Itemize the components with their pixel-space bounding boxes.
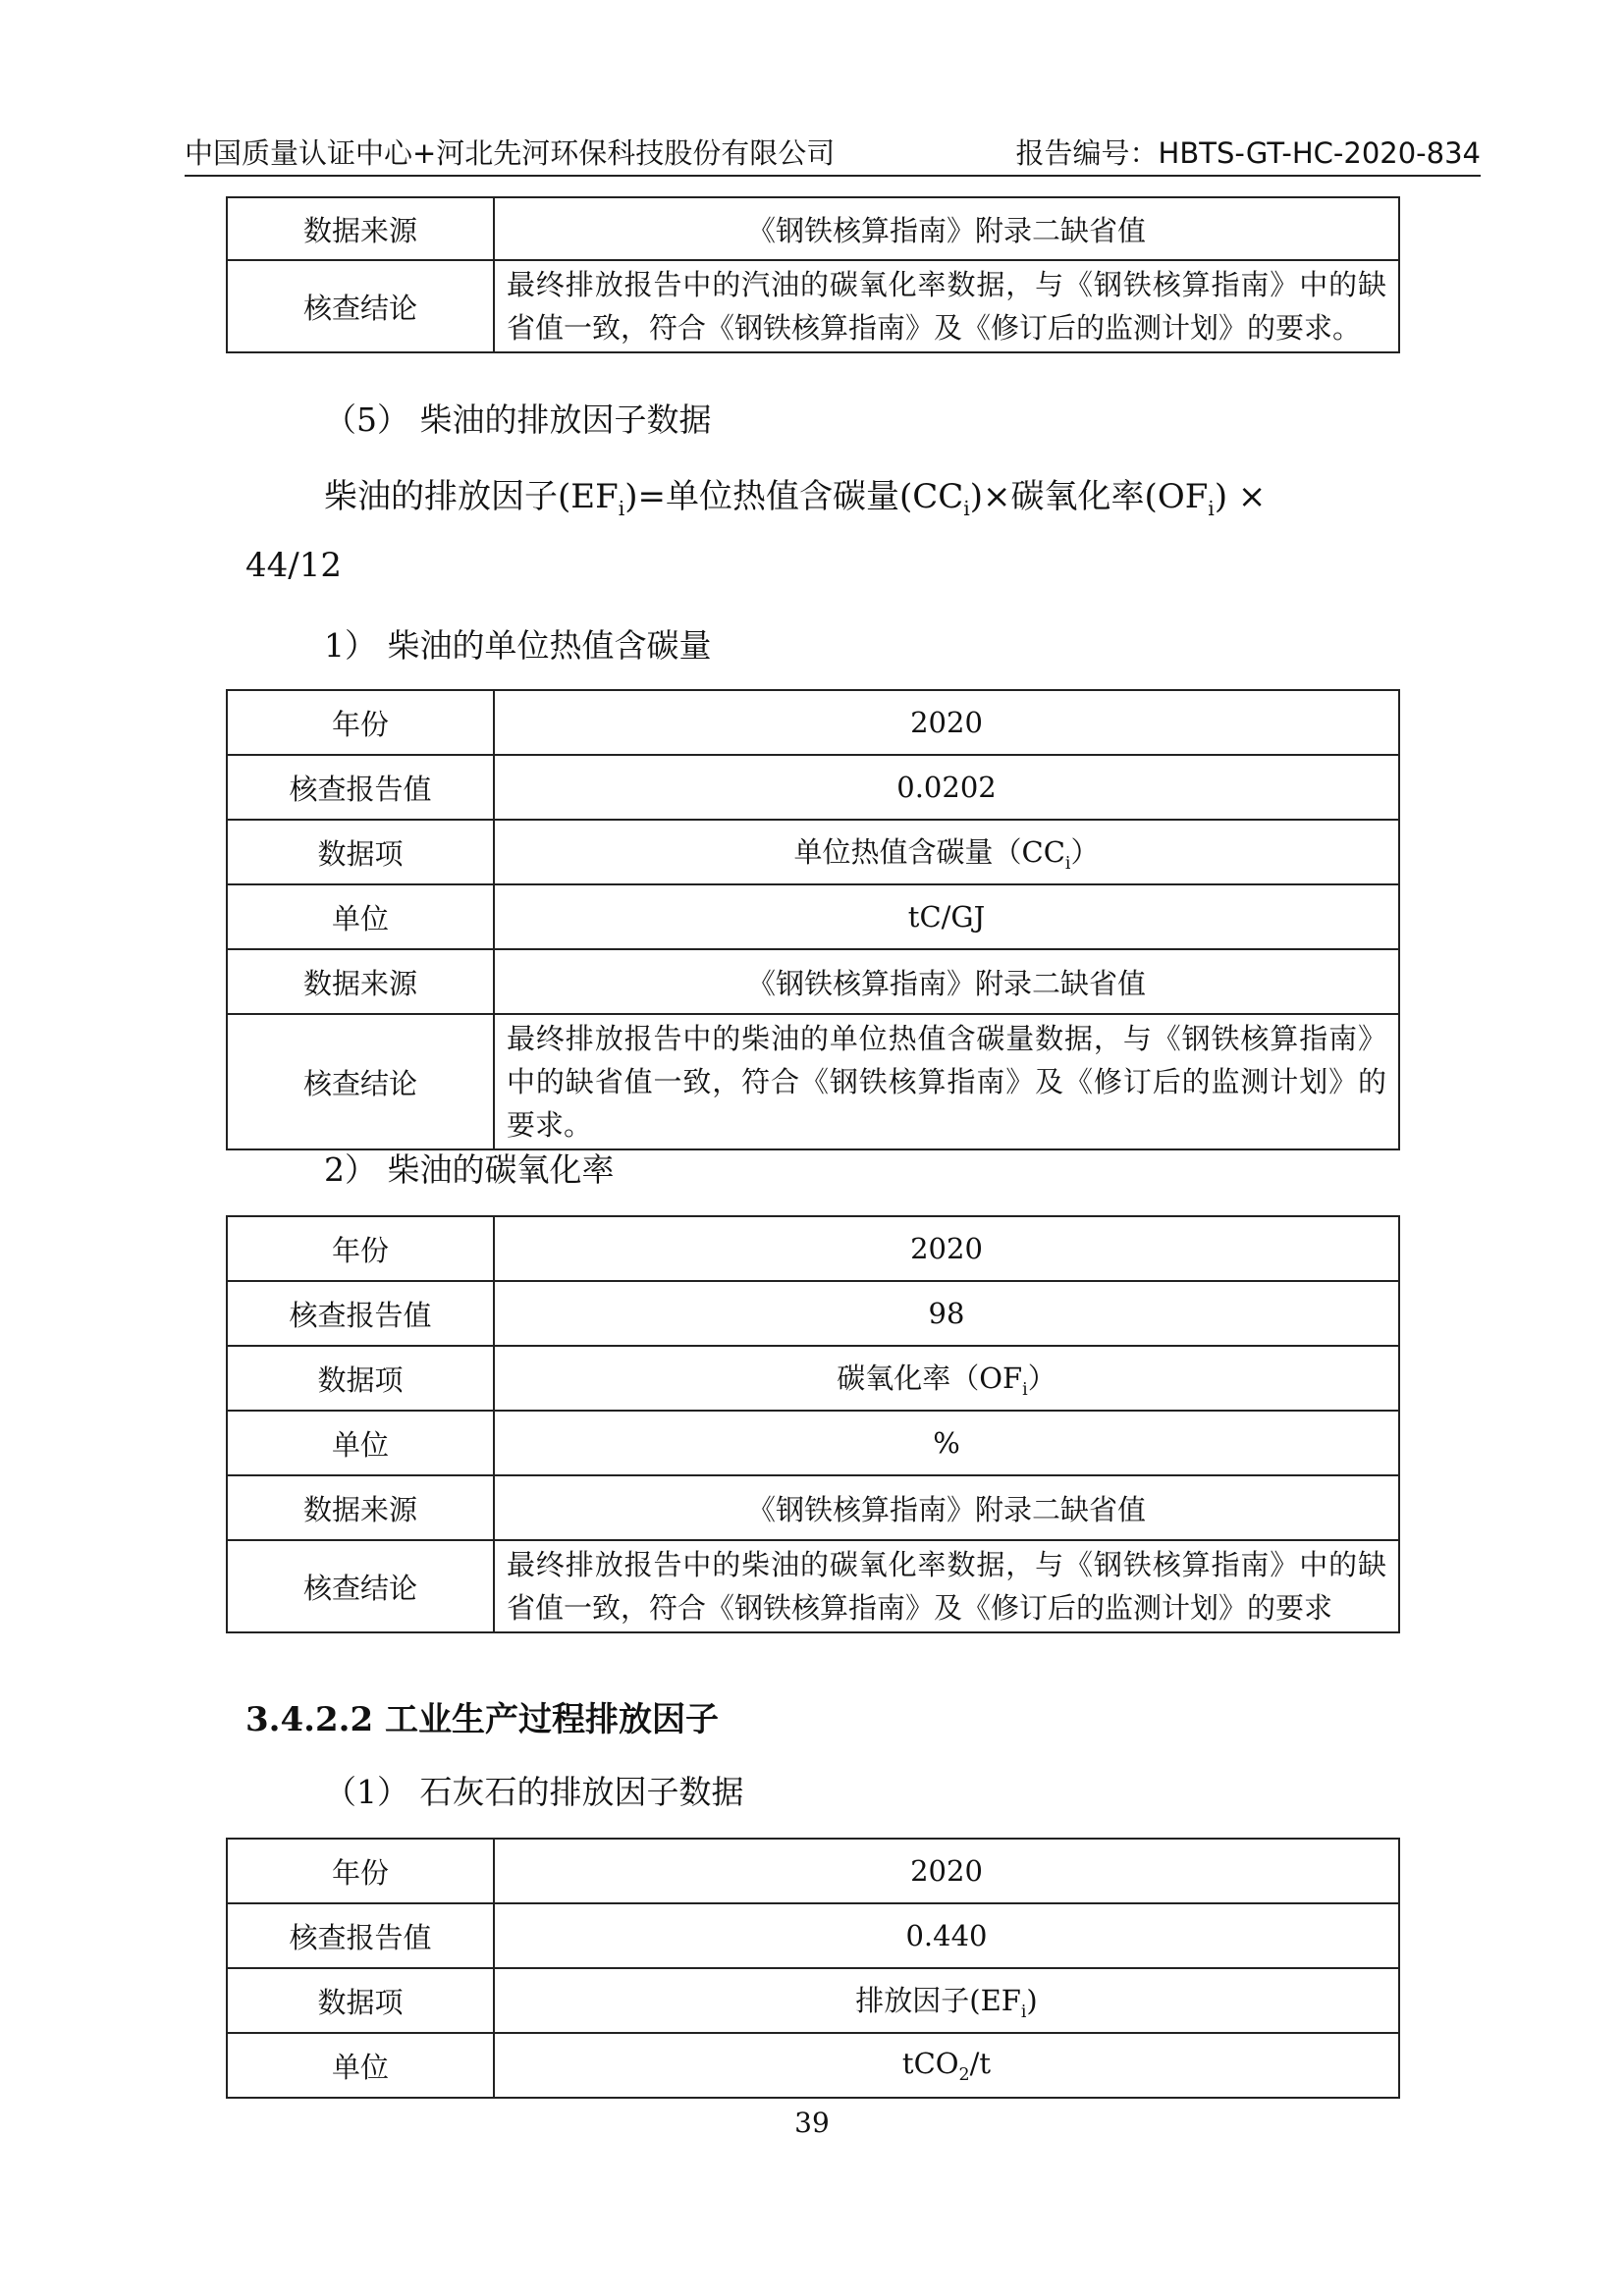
- table-row: [227, 1839, 1399, 1903]
- formula-subscript: i: [618, 496, 625, 520]
- emission-factor-formula: [324, 469, 1266, 520]
- limestone-emission-factor-table: [226, 1838, 1400, 2099]
- page-number: 39: [794, 2107, 830, 2139]
- table-key: 单位: [227, 1411, 494, 1475]
- value-subscript: 2: [958, 2064, 970, 2085]
- table-value: 98: [494, 1281, 1399, 1346]
- table-value: 2020: [494, 1216, 1399, 1281]
- table-value: 2020: [494, 1839, 1399, 1903]
- table-row: [227, 1968, 1399, 2033]
- formula-part: ) ×: [1214, 477, 1267, 516]
- table-key: 核查结论: [227, 1540, 494, 1632]
- table-row: [227, 1014, 1399, 1149]
- table-value: [494, 2033, 1399, 2098]
- value-text: 单位热值含碳量（CC: [793, 835, 1065, 870]
- table-value: %: [494, 1411, 1399, 1475]
- section-3422-heading: 3.4.2.2 工业生产过程排放因子: [245, 1700, 719, 1739]
- table-key: 数据项: [227, 820, 494, 884]
- table-row: [227, 197, 1399, 260]
- value-text: 碳氧化率（OF: [837, 1362, 1023, 1396]
- table-key: 核查报告值: [227, 755, 494, 820]
- table-key: 年份: [227, 1839, 494, 1903]
- table-value: 2020: [494, 690, 1399, 755]
- value-suffix: ）: [1027, 1362, 1056, 1396]
- table-value: [494, 1346, 1399, 1411]
- table-key: 核查报告值: [227, 1903, 494, 1968]
- table-key: 数据来源: [227, 197, 494, 260]
- table-row: [227, 690, 1399, 755]
- table-value: 《钢铁核算指南》附录二缺省值: [494, 1475, 1399, 1540]
- table-row: [227, 820, 1399, 884]
- table-row: [227, 949, 1399, 1014]
- table-row: [227, 1281, 1399, 1346]
- table-key: 数据来源: [227, 949, 494, 1014]
- table-row: [227, 1216, 1399, 1281]
- table-value: [494, 1968, 1399, 2033]
- table-key: 数据项: [227, 1968, 494, 2033]
- table-row: [227, 260, 1399, 352]
- page-header: [185, 130, 1481, 177]
- table-value: 《钢铁核算指南》附录二缺省值: [494, 949, 1399, 1014]
- value-subscript: i: [1020, 2002, 1027, 2022]
- value-subscript: i: [1022, 1379, 1028, 1400]
- header-org: 中国质量认证中心+河北先河环保科技股份有限公司: [185, 136, 836, 170]
- subsection-1-title: 1） 柴油的单位热值含碳量: [324, 626, 712, 665]
- table-row: [227, 2033, 1399, 2098]
- table-value: 最终排放报告中的柴油的碳氧化率数据，与《钢铁核算指南》中的缺省值一致，符合《钢铁核算指南》及《修订后的监测计划》的要求: [494, 1540, 1399, 1632]
- formula-part: )×碳氧化率(OF: [969, 477, 1209, 516]
- table-value: tC/GJ: [494, 884, 1399, 949]
- formula-part: 柴油的排放因子(EF: [324, 477, 619, 516]
- value-subscript: i: [1064, 853, 1071, 874]
- diesel-carbon-content-table: [226, 689, 1400, 1150]
- table-row: [227, 755, 1399, 820]
- formula-continuation: 44/12: [245, 546, 342, 585]
- section-5-title: （5） 柴油的排放因子数据: [324, 400, 712, 439]
- table-key: 单位: [227, 2033, 494, 2098]
- formula-subscript: i: [1208, 496, 1215, 520]
- table-row: [227, 1903, 1399, 1968]
- formula-subscript: i: [963, 496, 970, 520]
- value-text: tCO: [901, 2046, 959, 2080]
- diesel-oxidation-rate-table: [226, 1215, 1400, 1633]
- formula-part: )=单位热值含碳量(CC: [624, 477, 964, 516]
- table-value: 最终排放报告中的汽油的碳氧化率数据，与《钢铁核算指南》中的缺省值一致，符合《钢铁核算指南》及《修订后的监测计划》的要求。: [494, 260, 1399, 352]
- table-value: 最终排放报告中的柴油的单位热值含碳量数据，与《钢铁核算指南》中的缺省值一致，符合《钢铁核算指南》及《修订后的监测计划》的要求。: [494, 1014, 1399, 1149]
- table-key: 年份: [227, 1216, 494, 1281]
- table-key: 核查结论: [227, 260, 494, 352]
- table-value: 0.0202: [494, 755, 1399, 820]
- limestone-item-title: （1） 石灰石的排放因子数据: [324, 1773, 744, 1811]
- table-key: 核查报告值: [227, 1281, 494, 1346]
- table-value: 《钢铁核算指南》附录二缺省值: [494, 197, 1399, 260]
- table-key: 单位: [227, 884, 494, 949]
- table-key: 核查结论: [227, 1014, 494, 1149]
- value-suffix: ）: [1070, 835, 1100, 870]
- gasoline-oxidation-table-continued: [226, 196, 1400, 353]
- table-key: 数据项: [227, 1346, 494, 1411]
- value-suffix: ): [1026, 1984, 1038, 2018]
- header-report-number: 报告编号：HBTS-GT-HC-2020-834: [1015, 136, 1481, 170]
- subsection-2-title: 2） 柴油的碳氧化率: [324, 1150, 615, 1189]
- table-key: 年份: [227, 690, 494, 755]
- table-row: [227, 1411, 1399, 1475]
- value-suffix: /t: [969, 2046, 992, 2080]
- table-value: [494, 820, 1399, 884]
- table-row: [227, 884, 1399, 949]
- table-key: 数据来源: [227, 1475, 494, 1540]
- value-text: 排放因子(EF: [855, 1984, 1021, 2018]
- table-value: 0.440: [494, 1903, 1399, 1968]
- table-row: [227, 1475, 1399, 1540]
- table-row: [227, 1540, 1399, 1632]
- table-row: [227, 1346, 1399, 1411]
